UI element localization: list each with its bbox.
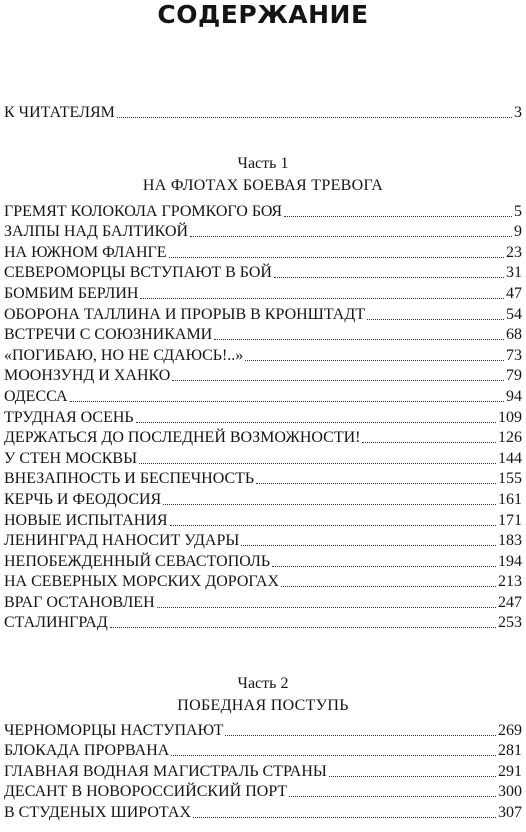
toc-entry-title: СТАЛИНГРАД [4, 614, 108, 632]
toc-entry-title: ГЛАВНАЯ ВОДНАЯ МАГИСТРАЛЬ СТРАНЫ [4, 762, 327, 780]
toc-row [4, 303, 522, 324]
toc-entry-title: НА ЮЖНОМ ФЛАНГЕ [4, 243, 167, 261]
toc-entry-title: У СТЕН МОСКВЫ [4, 449, 138, 467]
page-title: СОДЕРЖАНИЕ [157, 0, 369, 29]
toc-entry-page: 291 [498, 762, 522, 780]
toc-row [4, 781, 522, 802]
toc-entry-page: 171 [498, 511, 522, 529]
part-2-label: Часть 2 [237, 675, 289, 692]
toc-row [4, 262, 522, 283]
toc-entry-title: БОМБИМ БЕРЛИН [4, 284, 139, 302]
toc-row [4, 468, 522, 489]
toc-entry-title: ГРЕМЯТ КОЛОКОЛА ГРОМКОГО БОЯ [4, 202, 282, 220]
toc-row [4, 385, 522, 406]
dot-leader [241, 545, 496, 546]
toc-entry-page: 79 [506, 367, 522, 385]
dot-leader [256, 483, 496, 484]
toc-entry-title: ЛЕНИНГРАД НАНОСИТ УДАРЫ [4, 532, 240, 550]
dot-leader [70, 401, 504, 402]
dot-leader [225, 735, 496, 736]
toc-entry-title: ВРАГ ОСТАНОВЛЕН [4, 593, 155, 611]
toc-entry-title: ОБОРОНА ТАЛЛИНА И ПРОРЫВ В КРОНШТАДТ [4, 305, 366, 323]
part-2-entries [4, 719, 522, 822]
toc-entry-title: «ПОГИБАЮ, НО НЕ СДАЮСЬ!..» [4, 346, 244, 364]
toc-row [4, 550, 522, 571]
toc-entry-title: ВНЕЗАПНОСТЬ И БЕСПЕЧНОСТЬ [4, 470, 255, 488]
toc-row [4, 571, 522, 592]
toc-row [4, 509, 522, 530]
toc-row [4, 324, 522, 345]
dot-leader [367, 319, 504, 320]
dot-leader [284, 216, 512, 217]
toc-entry-page: 23 [506, 243, 522, 261]
toc-entry-title: КЕРЧЬ И ФЕОДОСИЯ [4, 490, 162, 508]
dot-leader [362, 442, 496, 443]
toc-entry-page: 144 [498, 449, 522, 467]
toc-row [4, 427, 522, 448]
toc-row [4, 200, 522, 221]
toc-entry-page: 47 [506, 284, 522, 302]
toc-entry-title: ТРУДНАЯ ОСЕНЬ [4, 408, 134, 426]
toc-entry-page: 54 [506, 305, 522, 323]
toc-entry-title: НА СЕВЕРНЫХ МОРСКИХ ДОРОГАХ [4, 573, 280, 591]
toc-entry-title: В СТУДЕНЫХ ШИРОТАХ [4, 803, 192, 821]
toc-entry-title: ДЕСАНТ В НОВОРОССИЙСКИЙ ПОРТ [4, 783, 288, 801]
dot-leader [117, 117, 512, 118]
part-2-title: ПОБЕДНАЯ ПОСТУПЬ [177, 697, 349, 714]
toc-entry-title: ЧЕРНОМОРЦЫ НАСТУПАЮТ [4, 721, 224, 739]
toc-entry-title: БЛОКАДА ПРОРВАНА [4, 742, 170, 760]
toc-row [4, 221, 522, 242]
toc-row [4, 282, 522, 303]
dot-leader [214, 339, 504, 340]
intro-entry [4, 101, 522, 122]
dot-leader [193, 817, 496, 818]
toc-entry-page: 269 [498, 721, 522, 739]
toc-row [4, 612, 522, 633]
toc-row [4, 530, 522, 551]
toc-entry-title: НЕПОБЕЖДЕННЫЙ СЕВАСТОПОЛЬ [4, 552, 271, 570]
toc-row [4, 719, 522, 740]
toc-row [4, 740, 522, 761]
toc-entry-title: К ЧИТАТЕЛЯМ [4, 103, 115, 121]
toc-entry-page: 73 [506, 346, 522, 364]
toc-entry-page: 68 [506, 326, 522, 344]
toc-entry-title: СЕВЕРОМОРЦЫ ВСТУПАЮТ В БОЙ [4, 264, 272, 282]
dot-leader [245, 360, 504, 361]
toc-entry-page: 281 [498, 742, 522, 760]
toc-row [4, 591, 522, 612]
toc-entry-page: 300 [498, 783, 522, 801]
dot-leader [274, 277, 504, 278]
toc-entry-page: 307 [498, 803, 522, 821]
toc-entry-title: МООНЗУНД И ХАНКО [4, 367, 171, 385]
dot-leader [272, 566, 496, 567]
part-1-title: НА ФЛОТАХ БОЕВАЯ ТРЕВОГА [142, 177, 384, 194]
toc-row [4, 365, 522, 386]
dot-leader [157, 607, 496, 608]
toc-row [4, 760, 522, 781]
toc-row [4, 447, 522, 468]
dot-leader [140, 298, 504, 299]
dot-leader [170, 525, 496, 526]
toc-entry-page: 3 [514, 103, 522, 121]
dot-leader [110, 627, 496, 628]
toc-row [4, 344, 522, 365]
toc-entry-page: 194 [498, 552, 522, 570]
toc-entry-page: 155 [498, 470, 522, 488]
toc-entry-page: 213 [498, 573, 522, 591]
toc-row [4, 241, 522, 262]
toc-entry-page: 161 [498, 490, 522, 508]
dot-leader [329, 776, 496, 777]
dot-leader [289, 796, 496, 797]
toc-entry-page: 31 [506, 264, 522, 282]
part-1-entries [4, 200, 522, 632]
toc-entry-page: 5 [514, 202, 522, 220]
dot-leader [172, 380, 504, 381]
toc-row [4, 406, 522, 427]
toc-entry-title: ЗАЛПЫ НАД БАЛТИКОЙ [4, 223, 189, 241]
dot-leader [136, 422, 496, 423]
toc-row [4, 101, 522, 122]
toc-entry-page: 183 [498, 532, 522, 550]
toc-row [4, 488, 522, 509]
toc-entry-page: 247 [498, 593, 522, 611]
toc-entry-title: ДЕРЖАТЬСЯ ДО ПОСЛЕДНЕЙ ВОЗМОЖНОСТИ! [4, 429, 361, 447]
dot-leader [163, 504, 496, 505]
dot-leader [139, 463, 496, 464]
toc-entry-title: НОВЫЕ ИСПЫТАНИЯ [4, 511, 168, 529]
dot-leader [169, 257, 504, 258]
toc-entry-title: ОДЕССА [4, 387, 68, 405]
toc-entry-page: 253 [498, 614, 522, 632]
toc-entry-page: 109 [498, 408, 522, 426]
toc-entry-title: ВСТРЕЧИ С СОЮЗНИКАМИ [4, 326, 213, 344]
toc-row [4, 801, 522, 822]
toc-entry-page: 126 [498, 429, 522, 447]
dot-leader [171, 755, 496, 756]
toc-entry-page: 9 [514, 223, 522, 241]
dot-leader [281, 586, 496, 587]
part-1-label: Часть 1 [237, 155, 289, 172]
dot-leader [190, 236, 512, 237]
toc-entry-page: 94 [506, 387, 522, 405]
